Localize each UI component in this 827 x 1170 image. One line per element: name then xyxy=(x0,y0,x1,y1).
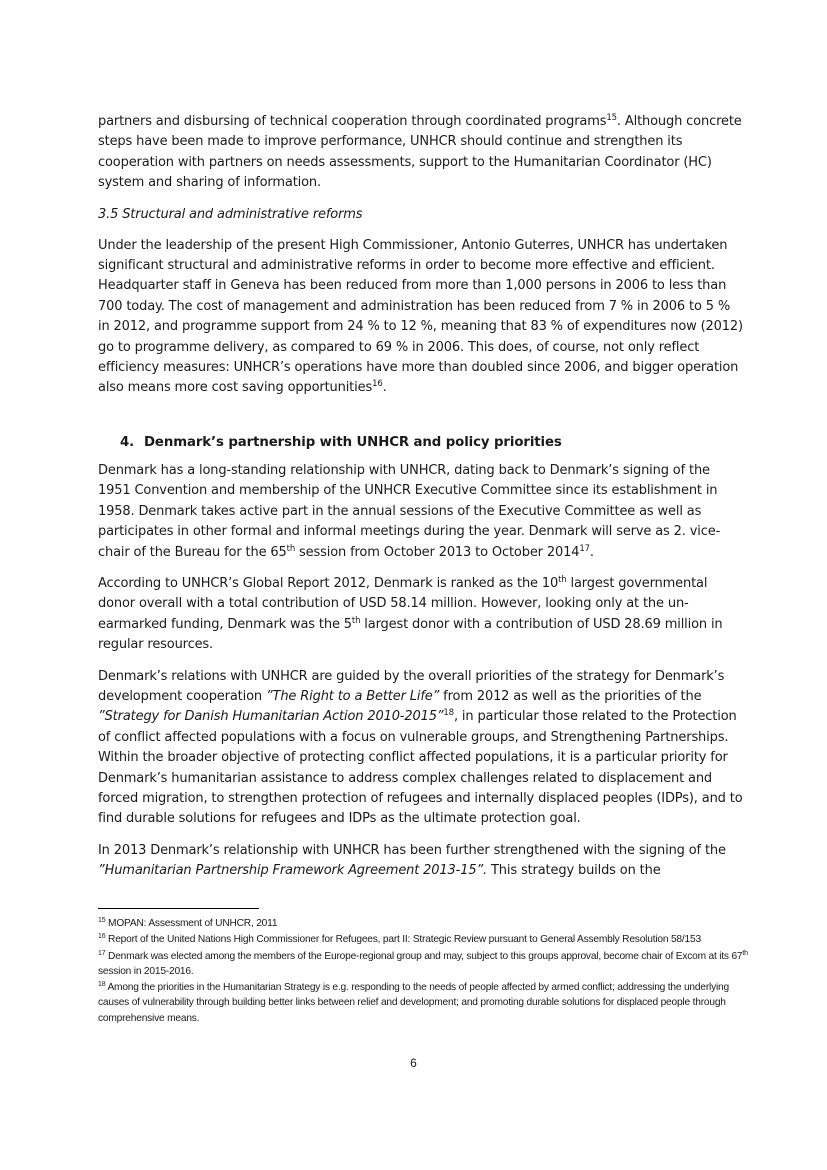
strategy-title-right-to-better-life: ”The Right to a Better Life” xyxy=(265,688,440,704)
footnotes xyxy=(98,916,748,1027)
footnote-17: $^{17}$ Denmark was elected among the members of the Europe-regional group and may, subject to this groups approval, become chair of Excom at its 67th session in 2015-2016. xyxy=(98,949,748,977)
paragraph-framework-agreement: In 2013 Denmark’s relationship with UNHCR has been further strengthened with the signing of the ”Humanitarian Partnership Framework Agreement 2013-15”. This strategy builds on the xyxy=(98,842,726,879)
strategy-title-humanitarian-action: ”Strategy for Danish Humanitarian Action 2010-2015” xyxy=(98,709,444,725)
footnote-ref-16[interactable]: 16 xyxy=(372,379,383,390)
footnote-separator xyxy=(98,908,259,909)
section-heading-3-5: 3.5 Structural and administrative reforms xyxy=(98,206,363,222)
section-title: Denmark’s partnership with UNHCR and policy priorities xyxy=(144,434,562,450)
paragraph-partners: partners and disbursing of technical cooperation through coordinated programs$^{15}$. Although concrete steps have been made to improve performance, UNHCR should continue and strengthen its cooperation with partners on needs assessments, support to the Humanitarian Coordinator (HC) system and sharing of information. xyxy=(98,113,742,191)
footnote-ref-15[interactable]: 15 xyxy=(606,113,617,123)
footnote-16: $^{16}$ Report of the United Nations High Commissioner for Refugees, part II: Strategic Review pursuant to General Assembly Resolution 58/153 xyxy=(98,933,701,946)
section-heading-4 xyxy=(98,433,743,453)
paragraph-donor-ranking: According to UNHCR’s Global Report 2012, Denmark is ranked as the 10th largest governmental donor overall with a total contribution of USD 58.14 million. However, looking only at the un-earmarked funding, Denmark was the 5th largest donor with a contribution of USD 28.69 million in regular resources. xyxy=(98,574,723,653)
paragraph-relationship: Denmark has a long-standing relationship with UNHCR, dating back to Denmark’s signing of the 1951 Convention and membership of the UNHCR Executive Committee since its establishment in 1958. Denmark takes active part in the annual sessions of the Executive Committee as well as participates in other formal and informal meetings during the year. Denmark will serve as 2. vice-chair of the Bureau for the 65th session from October 2013 to October 2014$^{17}$. xyxy=(98,462,721,560)
footnote-ref-18[interactable]: 18 xyxy=(443,708,454,719)
paragraph-priorities: Denmark’s relations with UNHCR are guided by the overall priorities of the strategy for Denmark’s development cooperation ”The Right to a Better Life” from 2012 as well as the priorities of the ”Strategy for Danish Humanitarian Action 2010-2015”$^{18}$, in particular those related to the Protection of conflict affected populations with a focus on vulnerable groups, and Strengthening Partnerships. Within the broader objective of protecting conflict affected populations, it is a particular priority for Denmark’s humanitarian assistance to address complex challenges related to displacement and forced migration, to strengthen protection of refugees and internally displaced peoples (IDPs), and to find durable solutions for refugees and IDPs as the ultimate protection goal. xyxy=(98,668,743,827)
page-number: 6 xyxy=(410,1056,417,1070)
footnote-15: $^{15}$ MOPAN: Assessment of UNHCR, 2011 xyxy=(98,917,278,929)
document-body xyxy=(98,112,743,893)
footnote-ref-17[interactable]: 17 xyxy=(579,543,590,554)
footnote-18: $^{18}$ Among the priorities in the Humanitarian Strategy is e.g. responding to the needs of people affected by armed conflict; addressing the underlying causes of vulnerability through building better links between relief and development; and promoting durable solutions for displaced people through comprehensive means. xyxy=(98,981,729,1024)
paragraph-reforms: Under the leadership of the present High Commissioner, Antonio Guterres, UNHCR has undertaken significant structural and administrative reforms in order to become more effective and efficient. Headquarter staff in Geneva has been reduced from more than 1,000 persons in 2006 to less than 700 today. The cost of management and administration has been reduced from 7 % in 2006 to 5 % in 2012, and programme support from 24 % to 12 %, meaning that 83 % of expenditures now (2012) go to programme delivery, as compared to 69 % in 2006. This does, of course, not only reflect efficiency measures: UNHCR’s operations have more than doubled since 2006, and bigger operation also means more cost saving opportunities$^{16}$. xyxy=(98,237,743,396)
agreement-title: ”Humanitarian Partnership Framework Agreement 2013-15”. xyxy=(98,863,488,879)
section-number: 4. xyxy=(120,434,135,450)
